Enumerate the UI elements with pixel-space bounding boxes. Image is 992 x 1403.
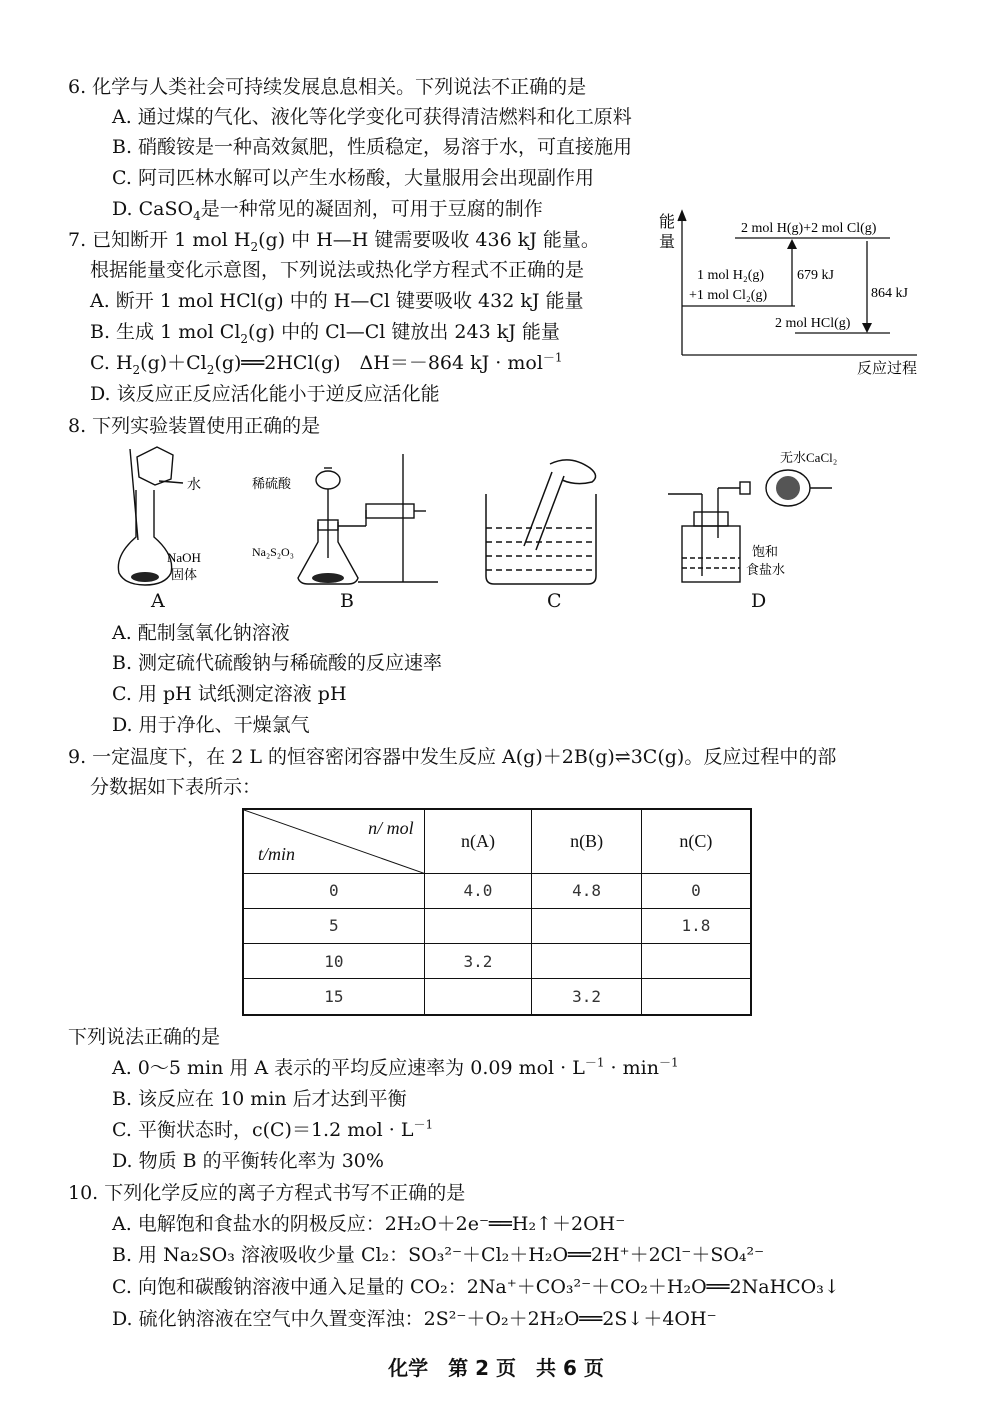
table-row [243,944,751,979]
q7-stem-2: 根据能量变化示意图，下列说法或热化学方程式不正确的是 [90,259,585,281]
q6-stem: 6. 化学与人类社会可持续发展息息相关。下列说法不正确的是 [68,76,587,98]
label-water: 水 [187,478,201,493]
q7-option-c: C. $H_2(g)+Cl_2(g)══2HCl(g)$ ΔH＝－864 kJ · mol$^{-1}$ [90,350,563,377]
q10-option-c: C. 向饱和碳酸钠溶液中通入足量的 CO₂：2Na⁺＋CO₃²⁻＋CO₂＋H₂O══2NaHCO₃↓ [112,1276,840,1298]
label-anhydrous-cacl2: 无水CaCl₂ [780,450,838,465]
q8-option-a: A. 配制氢氧化钠溶液 [112,622,290,644]
q10-option-a: A. 电解饱和食盐水的阴极反应：2H₂O＋2e⁻══H₂↑＋2OH⁻ [112,1213,626,1235]
table-cell [641,979,751,1015]
apparatus-a-volumetric-flask [105,445,215,590]
apparatus-b-reaction-rate-setup [248,450,448,590]
q8-stem: 8. 下列实验装置使用正确的是 [68,415,321,437]
table-cell: 15 [243,979,424,1015]
table-cell [532,944,642,979]
q7-option-d: D. 该反应正反应活化能小于逆反应活化能 [90,383,440,405]
table-corner-cell [243,809,424,873]
diagram-ylabel-1: 能 [659,214,676,231]
q9-lead: 下列说法正确的是 [68,1026,221,1048]
diagram-mid-level-1: 1 mol H₂(g) [697,268,765,283]
diagram-arrow-label-1: 679 kJ [797,268,834,283]
apparatus-c-ph-test [480,450,620,590]
diagram-xlabel: 反应过程 [857,361,918,377]
q9-option-b: B. 该反应在 10 min 后才达到平衡 [112,1088,407,1110]
table-row [243,979,751,1015]
table-row [243,908,751,943]
q7-option-a: A. 断开 1 mol HCl(g) 中的 H—Cl 键要吸收 432 kJ 能量 [90,290,584,312]
diagram-bottom-level: 2 mol HCl(g) [775,316,851,331]
table-cell: 0 [243,873,424,908]
label-saturated: 饱和 [752,544,779,559]
table-cell: 0 [641,873,751,908]
corner-bottom-label: t/min [258,843,296,864]
q6-option-d: D. CaSO$_4$是一种常见的凝固剂，可用于豆腐的制作 [112,198,543,223]
label-dilute-sulfuric-acid: 稀硫酸 [252,476,292,491]
table-cell: 5 [243,908,424,943]
diagram-ylabel-2: 量 [659,234,676,251]
caption-b: B [340,590,354,612]
q6-option-b: B. 硝酸铵是一种高效氮肥，性质稳定，易溶于水，可直接施用 [112,136,633,158]
table-cell: 10 [243,944,424,979]
table-row [243,873,751,908]
table-cell: 4.0 [424,873,532,908]
diagram-arrow-label-2: 864 kJ [871,286,908,301]
table-cell: 3.2 [424,944,532,979]
table-cell: 1.8 [641,908,751,943]
table-header-nc: n(C) [641,809,751,873]
q10-stem: 10. 下列化学反应的离子方程式书写不正确的是 [68,1182,466,1204]
table-cell [424,908,532,943]
q8-option-c: C. 用 pH 试纸测定溶液 pH [112,683,347,705]
data-table [242,808,752,1016]
diagram-top-level: 2 mol H(g)+2 mol Cl(g) [741,221,877,236]
q7-option-b: B. 生成 1 mol $Cl_2(g)$ 中的 Cl—Cl 键放出 243 kJ 能量 [90,321,560,346]
label-brine: 食盐水 [746,562,786,577]
q8-option-b: B. 测定硫代硫酸钠与稀硫酸的反应速率 [112,652,443,674]
energy-diagram [655,205,935,385]
diagram-mid-level-2: +1 mol Cl₂(g) [689,288,768,303]
table-cell [532,908,642,943]
q10-option-b: B. 用 Na₂SO₃ 溶液吸收少量 Cl₂：SO₃²⁻＋Cl₂＋H₂O══2H⁺＋2Cl⁻＋SO₄²⁻ [112,1244,765,1266]
table-cell [641,944,751,979]
q9-option-d: D. 物质 B 的平衡转化率为 30% [112,1150,384,1172]
q7-stem: 7. 已知断开 1 mol $H_2(g)$ 中 H—H 键需要吸收 436 kJ 能量。 [68,229,600,254]
q9-stem-2: 分数据如下表所示： [90,776,262,798]
table-cell: 4.8 [532,873,642,908]
corner-top-label: n/ mol [368,818,414,838]
caption-c: C [547,590,562,612]
table-header-na: n(A) [424,809,532,873]
page-footer: 化学 第 2 页 共 6 页 [388,1356,604,1380]
table-cell: 3.2 [532,979,642,1015]
table-cell [424,979,532,1015]
q10-option-d: D. 硫化钠溶液在空气中久置变浑浊：2S²⁻＋O₂＋2H₂O══2S↓＋4OH⁻ [112,1308,717,1330]
caption-d: D [751,590,767,612]
caption-a: A [151,590,165,612]
q6-option-c: C. 阿司匹林水解可以产生水杨酸，大量服用会出现副作用 [112,167,594,189]
label-naoh: NaOH [167,550,201,565]
label-solid: 固体 [171,567,198,582]
q9-option-a: A. 0～5 min 用 A 表示的平均反应速率为 0.09 mol · $L^{-1} \cdot \min^{-1}$ [112,1055,679,1079]
label-sodium-thiosulfate: Na₂S₂O₃ [252,545,294,559]
table-header-nb: n(B) [532,809,642,873]
q6-option-a: A. 通过煤的气化、液化等化学变化可获得清洁燃料和化工原料 [112,106,632,128]
apparatus-d-purify-dry [660,448,860,590]
q9-option-c: C. 平衡状态时，c(C)＝1.2 mol · $L^{-1}$ [112,1117,434,1141]
q8-option-d: D. 用于净化、干燥氯气 [112,714,310,736]
q9-stem: 9. 一定温度下，在 2 L 的恒容密闭容器中发生反应 A(g)＋2B(g)⇌3C(g)。反应过程中的部 [68,746,837,768]
